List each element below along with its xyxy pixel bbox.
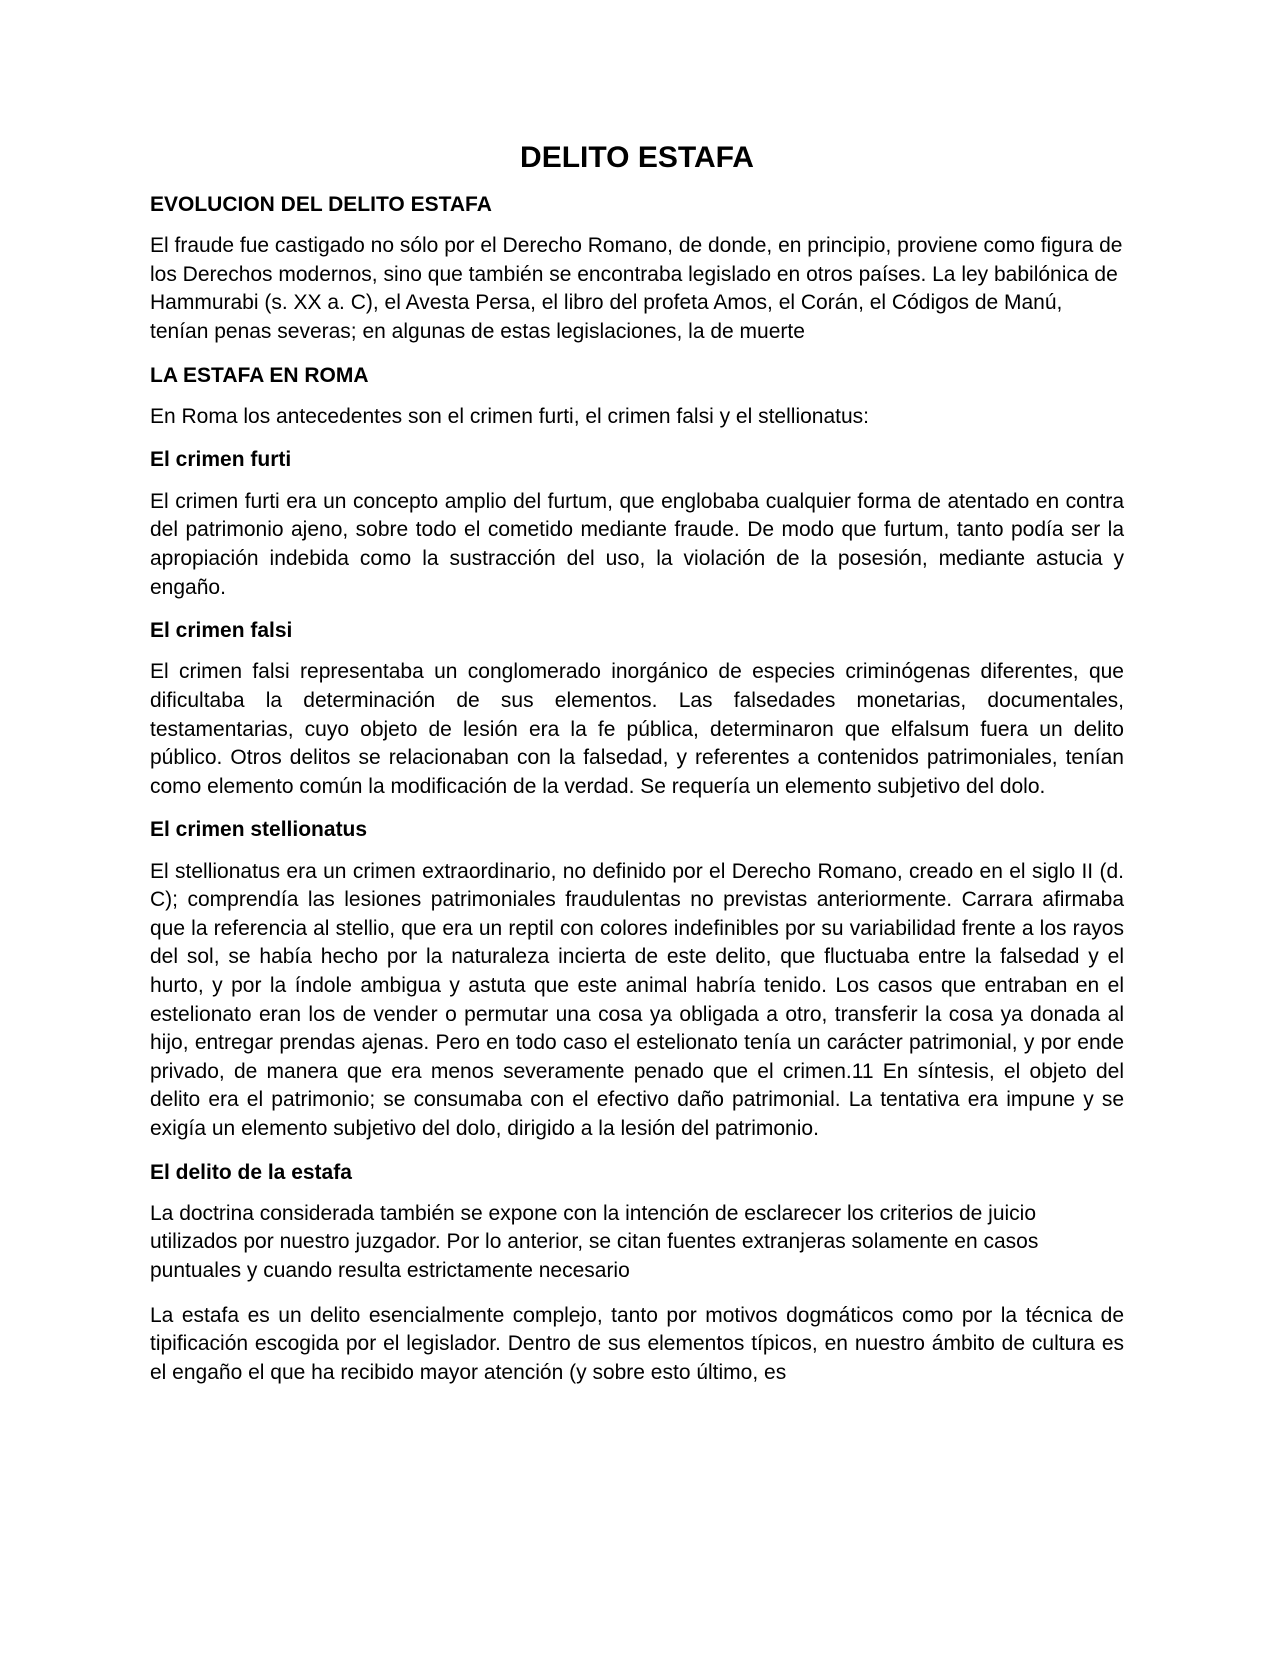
paragraph-crimen-falsi: El crimen falsi representaba un conglomerado inorgánico de especies criminógenas diferentes, que dificultaba la determinación de sus elementos. Las falsedades monetarias, documentales, testamentarias, cuyo objeto de lesión era la fe pública, determinaron que elfalsum fuera un delito público. Otros delitos se relacionaban con la falsedad, y referentes a contenidos patrimoniales, tenían como elemento común la modificación de la verdad. Se requería un elemento subjetivo del dolo. — [150, 660, 1124, 798]
document-page — [150, 140, 1124, 1403]
section-heading-crimen-furti: El crimen furti — [150, 448, 292, 472]
paragraph-delito-estafa-1: La doctrina considerada también se expone con la intención de esclarecer los criterios de juicio utilizados por nuestro juzgador. Por lo anterior, se citan fuentes extranjeras solamente en casos puntuales y cuando resulta estrictamente necesario — [150, 1201, 1039, 1282]
paragraph-crimen-stellionatus: El stellionatus era un crimen extraordinario, no definido por el Derecho Romano, creado en el siglo II (d. C); comprendía las lesiones patrimoniales fraudulentas no previstas anteriormente. Carrara afirmaba que la referencia al stellio, que era un reptil con colores indefinibles por su variabilidad frente a los rayos del sol, se había hecho por la naturaleza incierta de este delito, que fluctuaba entre la falsedad y el hurto, y por la índole ambigua y astuta que este animal habría tenido. Los casos que entraban en el estelionato eran los de vender o permutar una cosa ya obligada a otro, transferir la cosa ya donada al hijo, entregar prendas ajenas. Pero en todo caso el estelionato tenía un carácter patrimonial, y por ende privado, de manera que era menos severamente penado que el crimen.11 En síntesis, el objeto del delito era el patrimonio; se consumaba con el efectivo daño patrimonial. La tentativa era impune y se exigía un elemento subjetivo del dolo, dirigido a la lesión del patrimonio. — [150, 859, 1124, 1140]
paragraph-estafa-en-roma: En Roma los antecedentes son el crimen furti, el crimen falsi y el stellionatus: — [150, 404, 869, 428]
paragraph-crimen-furti: El crimen furti era un concepto amplio del furtum, que englobaba cualquier forma de atentado en contra del patrimonio ajeno, sobre todo el cometido mediante fraude. De modo que furtum, tanto podía ser la apropiación indebida como la sustracción del uso, la violación de la posesión, mediante astucia y engaño. — [150, 489, 1124, 599]
paragraph-delito-estafa-2: La estafa es un delito esencialmente complejo, tanto por motivos dogmáticos como por la técnica de tipificación escogida por el legislador. Dentro de sus elementos típicos, en nuestro ámbito de cultura es el engaño el que ha recibido mayor atención (y sobre esto último, es — [150, 1303, 1124, 1384]
section-heading-delito-estafa: El delito de la estafa — [150, 1160, 352, 1184]
section-heading-crimen-stellionatus: El crimen stellionatus — [150, 818, 368, 842]
paragraph-evolucion: El fraude fue castigado no sólo por el Derecho Romano, de donde, en principio, proviene como figura de los Derechos modernos, sino que también se encontraba legislado en otros países. La ley babilónica de Hammurabi (s. XX a. C), el Avesta Persa, el libro del profeta Amos, el Corán, el Códigos de Manú, tenían penas severas; en algunas de estas legislaciones, la de muerte — [150, 234, 1123, 344]
section-heading-estafa-en-roma: LA ESTAFA EN ROMA — [150, 363, 369, 387]
document-title: DELITO ESTAFA — [520, 141, 754, 174]
section-heading-evolucion: EVOLUCION DEL DELITO ESTAFA — [150, 193, 492, 216]
section-heading-crimen-falsi: El crimen falsi — [150, 619, 293, 643]
